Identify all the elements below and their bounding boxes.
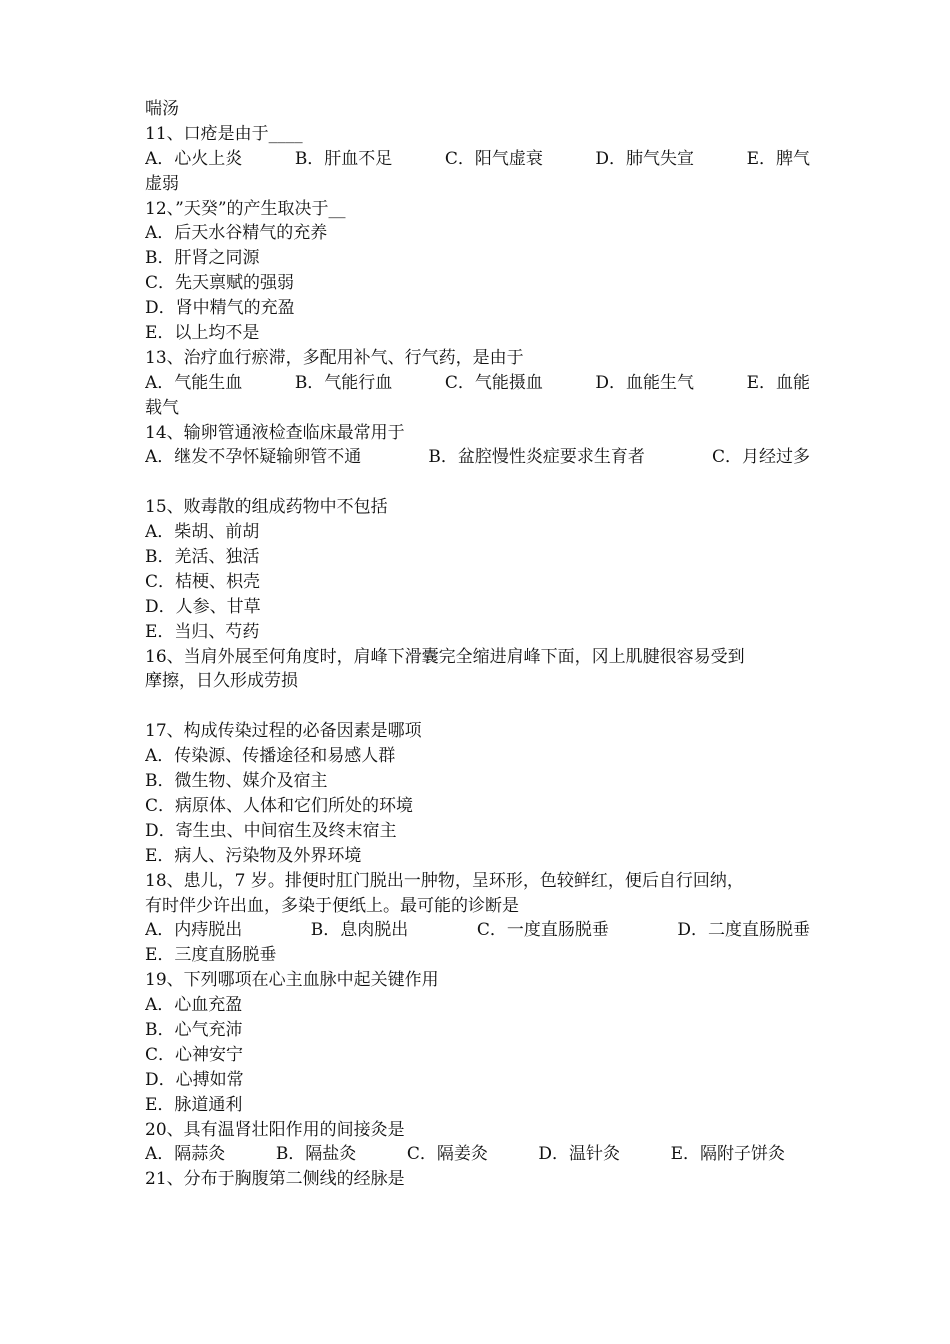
text-line: 摩擦，日久形成劳损: [145, 671, 298, 692]
option-a: A．继发不孕怀疑输卵管不通: [145, 447, 362, 468]
option-c: C．气能摄血: [444, 372, 543, 393]
option-e: E．三度直肠脱垂: [145, 945, 277, 966]
option-e: E．血能: [746, 372, 810, 393]
option-e: E．以上均不是: [145, 323, 260, 344]
question-13: 13、治疗血行瘀滞，多配用补气、行气药，是由于: [145, 347, 524, 368]
option-b: B．息肉脱出: [310, 920, 409, 941]
option-e: E．病人、污染物及外界环境: [145, 845, 362, 866]
options-row-q20: [145, 1142, 785, 1167]
question-15: 15、败毒散的组成药物中不包括: [145, 497, 388, 518]
options-row-q13: [145, 371, 810, 396]
option-e: E．当归、芍药: [145, 621, 260, 642]
option-a: A．气能生血: [145, 372, 243, 393]
option-b: B．气能行血: [294, 372, 393, 393]
option-d: D．人参、甘草: [145, 596, 261, 617]
document-page: [145, 97, 810, 1192]
option-b: B．盆腔慢性炎症要求生育者: [428, 447, 645, 468]
option-b: B．隔盐灸: [275, 1144, 357, 1165]
options-row-q14b: [145, 470, 810, 495]
option-e: E．隔附子饼灸: [670, 1144, 785, 1165]
option-d: D．血能生气: [595, 372, 695, 393]
question-21: 21、分布于胸腹第二侧线的经脉是: [145, 1169, 405, 1190]
option-d: D．寄生虫、中间宿生及终末宿主: [145, 820, 397, 841]
options-row-q16: [145, 694, 810, 719]
option-c: C．一度直肠脱垂: [476, 920, 609, 941]
text-line: 有时伴少许出血，多染于便纸上。最可能的诊断是: [145, 895, 519, 916]
option-b: B．肝肾之同源: [145, 248, 260, 269]
question-16: 16、当肩外展至何角度时，肩峰下滑囊完全缩进肩峰下面，冈上肌腱很容易受到: [145, 646, 745, 667]
question-17: 17、构成传染过程的必备因素是哪项: [145, 721, 422, 742]
option-c: C．心神安宁: [145, 1044, 244, 1065]
option-d: D．肾中精气的充盈: [145, 298, 295, 319]
question-11: 11、口疮是由于____: [145, 123, 303, 144]
option-e: E．脾气: [746, 148, 810, 169]
option-b: B．微生物、媒介及宿主: [145, 771, 328, 792]
text-line: 虚弱: [145, 173, 179, 194]
option-c: C．阳气虚衰: [444, 148, 543, 169]
option-d: D．温针灸: [538, 1144, 621, 1165]
options-row-q18: [145, 918, 810, 943]
question-12: 12、”天癸”的产生取决于__: [145, 198, 346, 219]
option-d: D．二度直肠脱垂: [677, 920, 810, 941]
option-c: C．先天禀赋的强弱: [145, 273, 295, 294]
option-b: B．心气充沛: [145, 1019, 243, 1040]
option-a: A．传染源、传播途径和易感人群: [145, 746, 396, 767]
option-a: A．内痔脱出: [145, 920, 243, 941]
option-b: B．肝血不足: [294, 148, 393, 169]
text-line: 喘汤: [145, 99, 179, 119]
options-row-q11: [145, 147, 810, 172]
option-a: A．心火上炎: [145, 148, 243, 169]
option-d: D．肺气失宣: [595, 148, 695, 169]
option-a: A．后天水谷精气的充养: [145, 223, 328, 244]
option-d: D．心搏如常: [145, 1069, 244, 1090]
question-14: 14、输卵管通液检查临床最常用于: [145, 422, 405, 443]
question-20: 20、具有温肾壮阳作用的间接灸是: [145, 1119, 405, 1140]
text-line: 载气: [145, 397, 179, 418]
option-c: C．月经过多: [711, 447, 810, 468]
option-a: A．心血充盈: [145, 995, 243, 1016]
option-c: C．桔梗、枳壳: [145, 571, 261, 592]
option-e: E．脉道通利: [145, 1094, 243, 1115]
option-c: C．病原体、人体和它们所处的环境: [145, 795, 414, 816]
option-c: C．隔姜灸: [406, 1144, 488, 1165]
option-b: B．羌活、独活: [145, 547, 260, 568]
option-a: A．柴胡、前胡: [145, 522, 260, 543]
options-row-q14a: [145, 445, 810, 470]
option-a: A．隔蒜灸: [145, 1144, 226, 1165]
question-18: 18、患儿，7 岁。排便时肛门脱出一肿物，呈环形，色较鲜红，便后自行回纳，: [145, 870, 744, 891]
question-19: 19、下列哪项在心主血脉中起关键作用: [145, 970, 439, 991]
